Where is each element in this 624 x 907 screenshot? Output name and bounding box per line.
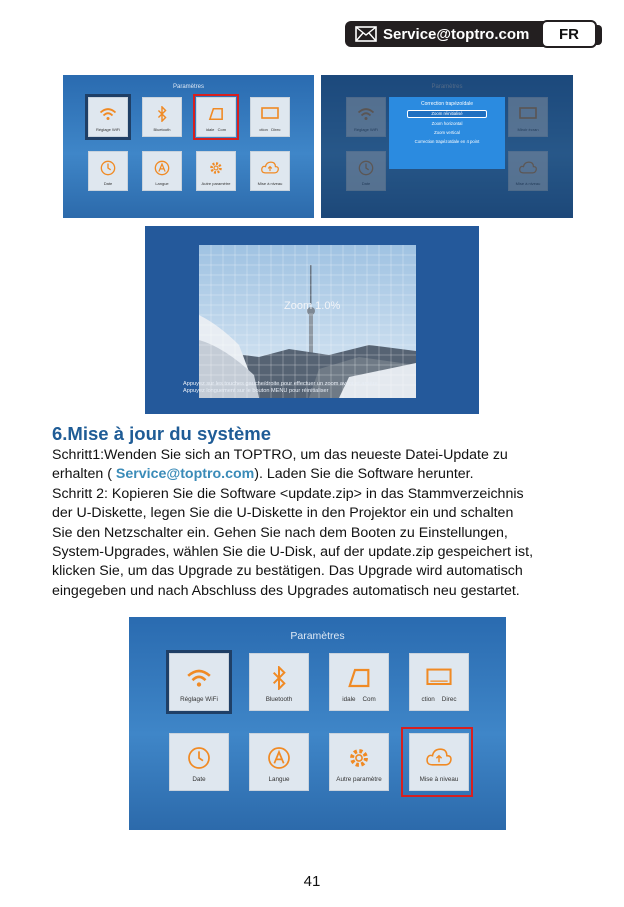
tile-label: Réglage WiFi — [353, 127, 378, 132]
tile-label: Réglage WiFi — [180, 696, 218, 703]
email-pill — [345, 21, 551, 47]
tile-label: ction Direc — [421, 696, 457, 703]
tile-label: Langue — [268, 776, 290, 783]
zoom-photo — [199, 245, 416, 398]
zoom-screenshot — [145, 226, 479, 414]
tile-screen — [250, 97, 290, 137]
envelope-icon — [355, 26, 377, 42]
settings-screenshot-small — [63, 75, 314, 218]
settings-screenshot-large — [129, 617, 506, 830]
keystone-icon — [347, 667, 371, 689]
tile-wifi — [88, 97, 128, 137]
tile-date[interactable] — [169, 733, 229, 791]
tile-label: Autre paramètre — [201, 181, 231, 186]
submenu-item[interactable]: Zoom vertical — [434, 130, 460, 135]
page-number: 41 — [303, 873, 321, 890]
tile-language[interactable] — [249, 733, 309, 791]
tile-label: Mise à niveau — [515, 181, 541, 186]
zoom-instructions: Appuyez sur les touches gauche/droite pour effectuer un zoom avant et arrière. Appuyez longuement sur le bouton MENU pour réinitialiser — [183, 381, 380, 394]
email-text: Service@toptro.com — [383, 25, 530, 43]
tile-label: Mise à niveau — [257, 181, 283, 186]
highlight-frame — [401, 727, 473, 797]
tile-label: Date — [361, 181, 371, 186]
tile-other-settings[interactable] — [329, 733, 389, 791]
bluetooth-icon — [156, 106, 168, 122]
submenu-item[interactable]: Correction trapézoïdale en 4 point — [414, 139, 480, 144]
tile-label: Bluetooth — [265, 696, 293, 703]
service-email-link[interactable]: Service@toptro.com — [115, 466, 255, 483]
clock-icon — [187, 746, 211, 770]
keystone-menu-screenshot — [321, 75, 573, 218]
tile-upgrade — [250, 151, 290, 191]
wifi-icon — [186, 668, 212, 688]
cloud-upgrade-icon — [261, 161, 279, 174]
tile-label: Date — [103, 181, 113, 186]
gear-icon — [208, 160, 224, 176]
wifi-icon — [99, 107, 117, 121]
screen-title: Paramètres — [290, 630, 345, 642]
screen-icon — [261, 107, 279, 120]
header-badge — [345, 21, 597, 47]
tile-label: Langue — [155, 181, 169, 186]
submenu-title: Correction trapézoïdale — [421, 101, 473, 107]
highlight-frame — [193, 94, 239, 140]
tile-language — [142, 151, 182, 191]
keystone-submenu — [389, 97, 505, 169]
tile-label: Date — [192, 776, 206, 783]
tile-label: Réglage WiFi — [95, 127, 120, 132]
tile-wifi[interactable] — [169, 653, 229, 711]
bluetooth-icon — [271, 666, 287, 690]
tile-other-settings — [196, 151, 236, 191]
tile-bluetooth[interactable] — [249, 653, 309, 711]
gear-icon — [347, 746, 371, 770]
tile-label: Mise à niveau — [419, 776, 459, 783]
tile-bluetooth — [142, 97, 182, 137]
tile-label: Autre paramètre — [336, 776, 382, 783]
tile-label: idale Com — [342, 696, 376, 703]
language-icon — [267, 746, 291, 770]
screen-title: Paramètres — [431, 84, 463, 90]
tile-screen[interactable] — [409, 653, 469, 711]
tile-date — [88, 151, 128, 191]
tile-label: ction Direc — [259, 127, 281, 132]
language-icon — [154, 160, 170, 176]
tile-keystone[interactable] — [329, 653, 389, 711]
zoom-level-text: Zoom 1.0% — [284, 300, 341, 312]
instructions-text: Schritt1:Wenden Sie sich an TOPTRO, um das neueste Datei-Update zu erhalten ( Service@toptro.com). Laden Sie die Software herunter. Schritt 2: Kopieren Sie die Software <update.zip> in das Stammverzeichnis der U-Diskette, legen Sie die U-Diskette in den Projektor ein und schalten Sie den Netzschalter ein. Gehen Sie nach dem Booten zu Einstellungen, System-Upgrades, wählen Sie die U-Disk, auf der update.zip gespeichert ist, klicken Sie, um das Upgrade zu bestätigen. Das Upgrade wird automatisch eingegeben und nach Abschluss des Upgrades automatisch neu gestartet. — [52, 447, 534, 599]
tile-label: Miroir écran — [517, 127, 539, 132]
submenu-item[interactable]: Zoom horizontal — [431, 121, 463, 126]
screen-title: Paramètres — [172, 84, 204, 90]
submenu-item-selected[interactable]: Zoom réinitialisé — [407, 110, 487, 118]
tile-label: Bluetooth — [153, 127, 171, 132]
screen-icon — [426, 668, 452, 687]
tile-label: idale Com — [205, 127, 227, 132]
section-heading: 6.Mise à jour du système — [52, 423, 272, 444]
clock-icon — [100, 160, 116, 176]
language-badge: FR — [541, 20, 597, 48]
